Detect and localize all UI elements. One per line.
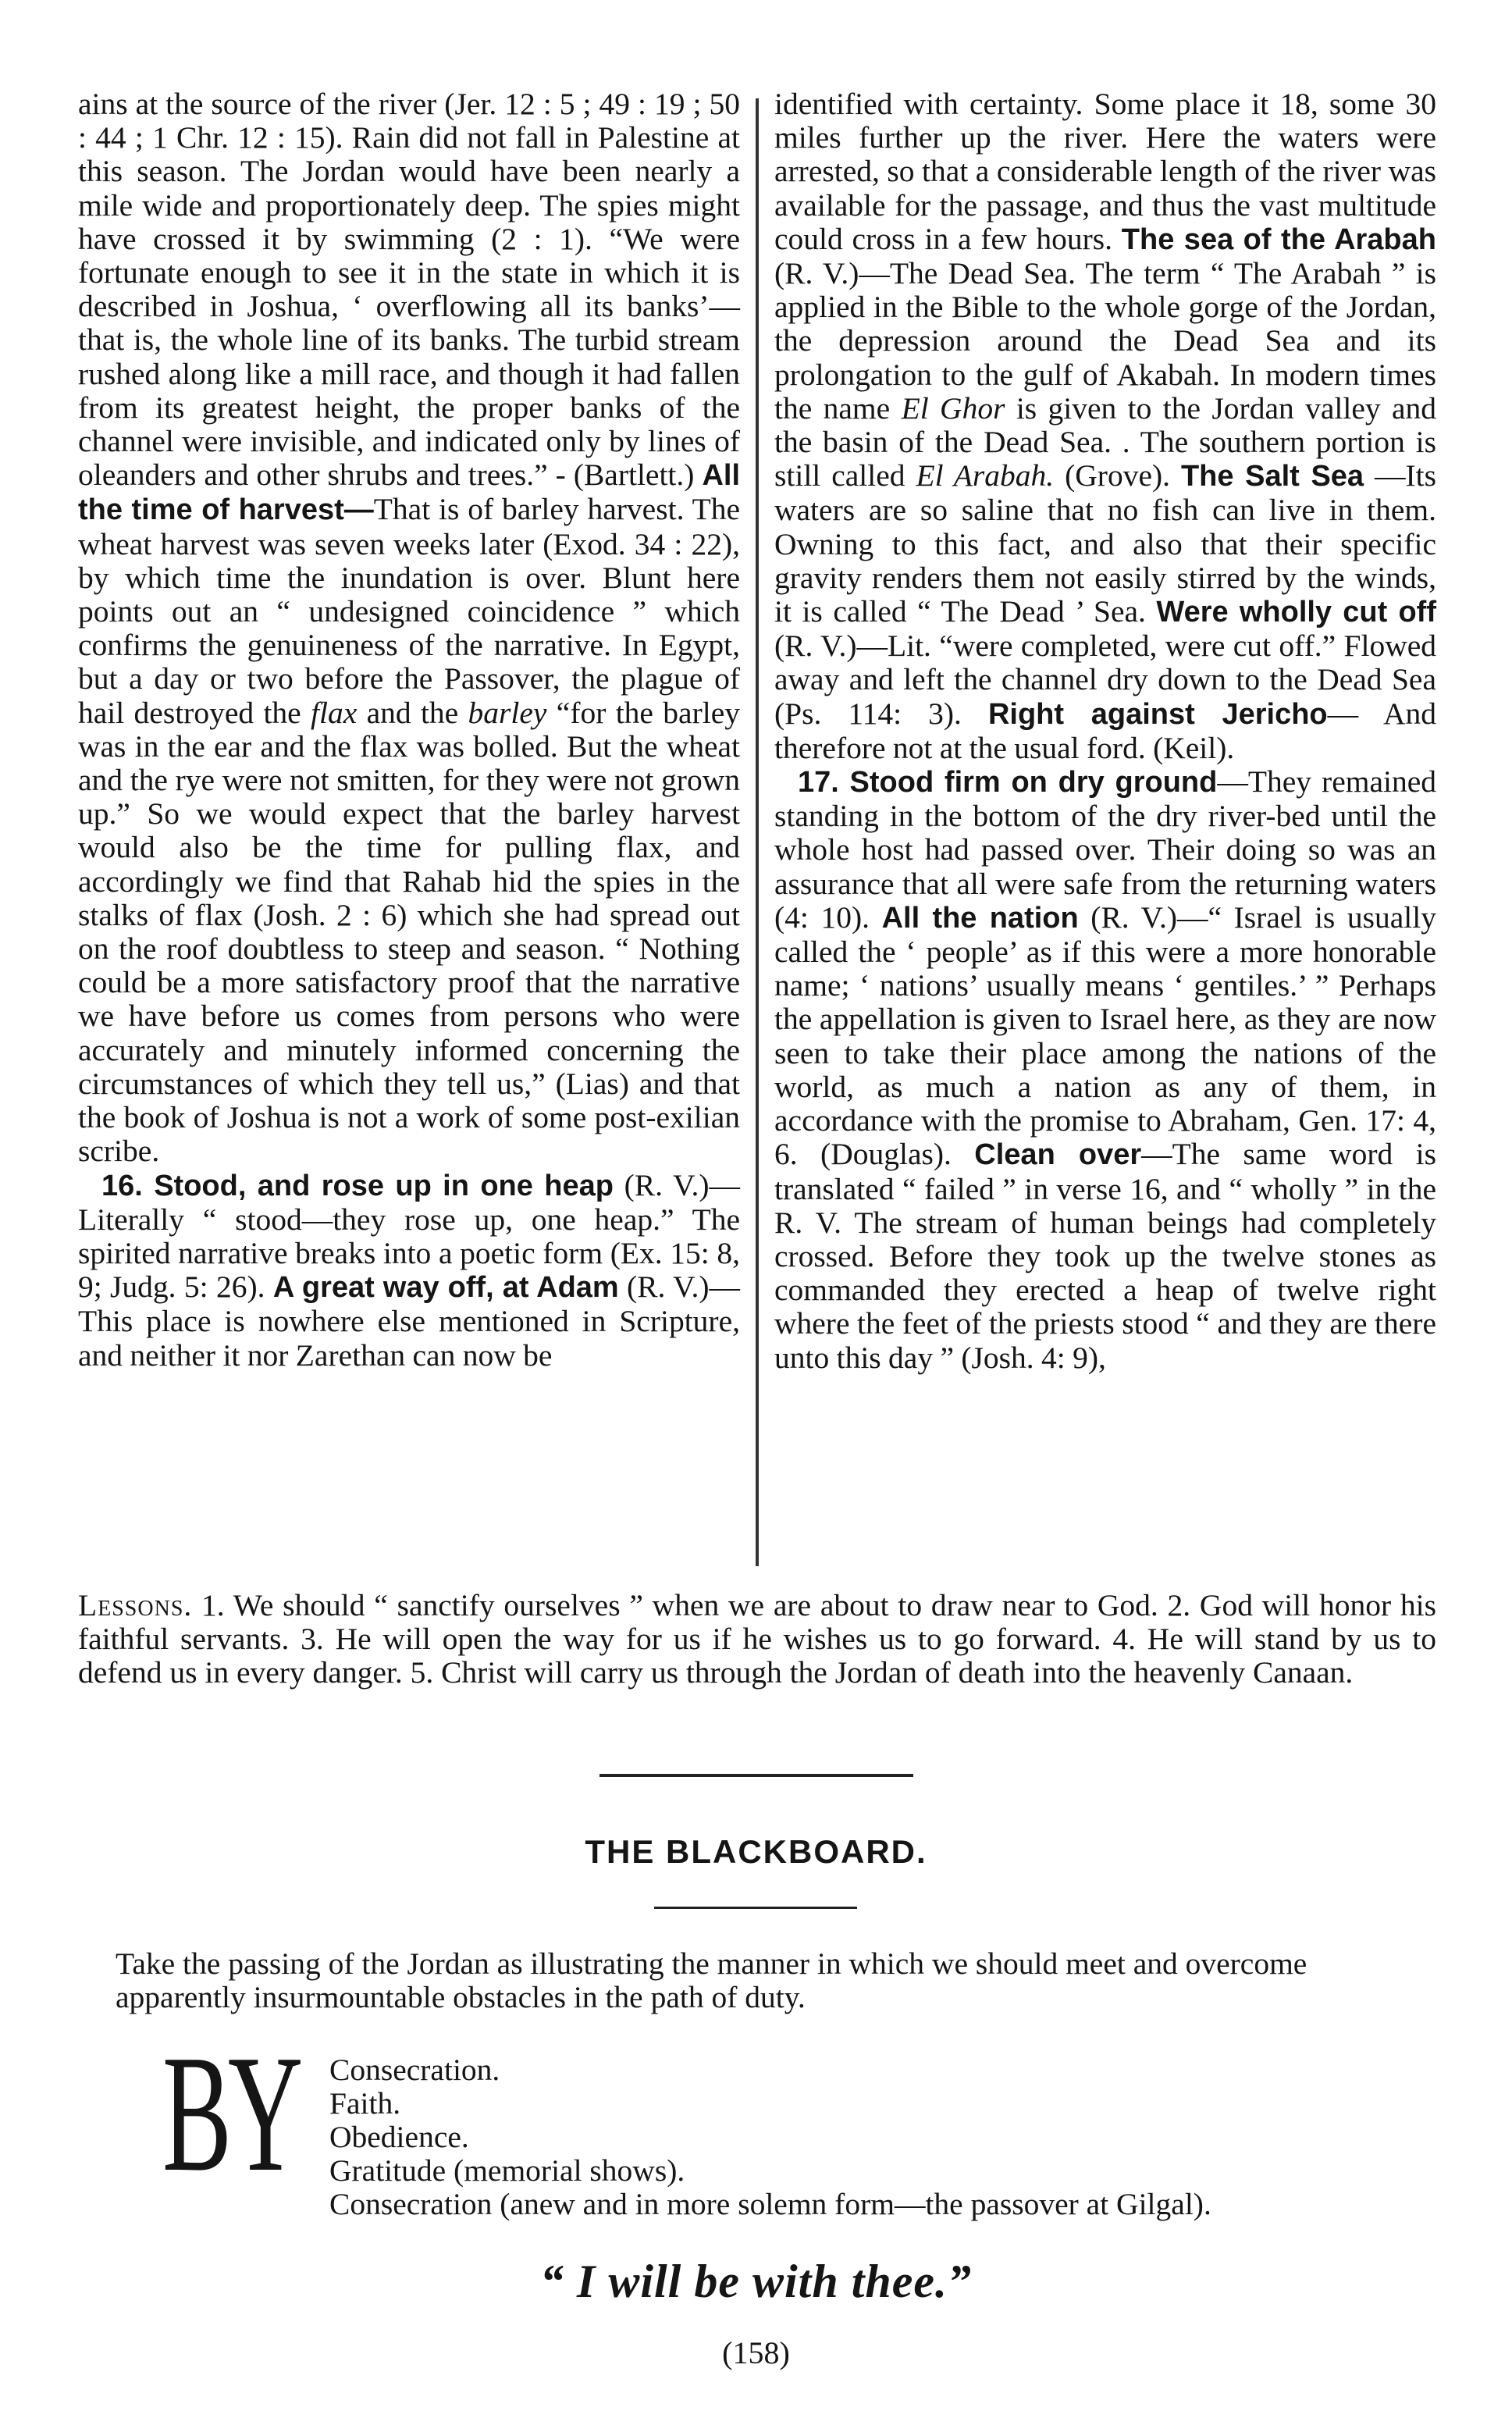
list-item: Consecration. — [329, 2053, 500, 2087]
two-column-body — [78, 87, 1436, 1563]
heading-sea-of-arabah: The sea of the Arabah — [1121, 223, 1436, 256]
heading-wholly-cut-off: Were wholly cut off — [1156, 596, 1436, 629]
text-run: (R. V.)—Literally “ stood—they rose up, one heap.” The spirited narrative breaks into a poetic form (Ex. 15: 8, 9; Judg. 5: 26). — [78, 1167, 740, 1305]
blackboard-list — [329, 2053, 1211, 2221]
text-run: (R. V.)—“ Israel is usually called the ‘ people’ as if this were a more honorable name; ‘ nations’ usually means ‘ gentiles.’ ” Perhaps the appellation is given to Israel here, as they are now seen to take their place among the nations of the world, as much a nation as any of them, in accordance with the promise to Abraham, Gen. 17: 4, 6. (Douglas). — [774, 899, 1436, 1172]
lessons-paragraph — [78, 1589, 1436, 1690]
right-paragraph-1 — [774, 87, 1436, 765]
italic-flax: flax — [311, 695, 358, 730]
list-item: Consecration (anew and in more solemn form—the passover at Gilgal). — [329, 2187, 1211, 2221]
heading-salt-sea: The Salt Sea — [1180, 460, 1364, 493]
text-run: and the — [357, 695, 468, 730]
text-run: ains at the source of the river (Jer. 12 : 5 ; 49 : 19 ; 50 : 44 ; 1 Chr. 12 : 15). Rain did not fall in Palestine at this season. The Jordan would have been nearly a mile wide and proportionately deep. The spies might have crossed it by swimming (2 : 1). “We were fortunate enough to see it in the state in which it is described in Joshua, ‘ overflowing all its banks’—that is, the whole line of its banks. The turbid stream rushed along like a mill race, and though it had fallen from its greatest height, the proper banks of the channel were invisible, and indicated only by lines of oleanders and other shrubs and trees.” - (Bartlett.) — [78, 87, 740, 493]
blackboard-intro: Take the passing of the Jordan as illustrating the manner in which we should meet and overcome apparently insurmountable obstacles in the path of duty. — [116, 1946, 1307, 2014]
text-run: identified with certainty. Some place it 18, some 30 miles further up the river. Here the waters were arrested, so that a considerable length of the river was available for the passage, and thus the vast multitude could cross in a few hours. — [774, 87, 1436, 256]
text-run: (R. V.)—This place is nowhere else mentioned in Scripture, and neither it nor Zarethan can now be — [78, 1270, 740, 1373]
lessons-label: Lessons. — [78, 1588, 193, 1622]
section-divider-rule — [599, 1774, 913, 1777]
heading-clean-over: Clean over — [974, 1138, 1142, 1172]
text-run: “for the barley was in the ear and the flax was bolled. But the wheat and the rye were not smitten, for they were not grown up.” So we would expect that the barley harvest would also be the time for pulling flax, and accordingly we find that Rahab hid the spies in the stalks of flax (Josh. 2 : 6) which she had spread out on the roof doubtless to steep and season. “ Nothing could be a more satisfactory proof that the narrative we have before us comes from persons who were accurately and minutely informed concerning the circumstances of which they tell us,” (Lias) and that the book of Joshua is not a work of some post-exilian scribe. — [78, 695, 740, 1169]
text-run: —Its waters are so saline that no fish can live in them. Owning to this fact, and also that their specific gravity renders them not easily stirred by the winds, it is called “ The Dead ’ Sea. — [774, 458, 1437, 629]
text-run: (Grove). — [1054, 458, 1181, 493]
heading-right-against-jericho: Right against Jericho — [987, 697, 1328, 731]
left-paragraph-2 — [78, 1169, 740, 1373]
page-number: (158) — [722, 2335, 790, 2370]
left-paragraph-1 — [78, 87, 740, 1169]
list-item: Faith. — [329, 2086, 401, 2121]
text-run: — And therefore not at the usual ford. (Keil). — [774, 696, 1436, 765]
heading-time-of-harvest: All the time of harvest— — [78, 459, 740, 527]
by-large-letters: BY — [162, 2020, 300, 2206]
right-paragraph-2 — [774, 765, 1436, 1375]
heading-verse-16: 16. Stood, and rose up in one heap — [101, 1169, 614, 1202]
italic-barley: barley — [468, 695, 547, 730]
motto: “ I will be with thee.” — [539, 2256, 973, 2307]
lessons-text: 1. We should “ sanctify ourselves ” when we are about to draw near to God. 2. God will honor his faithful servants. 3. He will open the way for us if he wishes us to go forward. 4. He will stand by us to defend us in every danger. 5. Christ will carry us through the Jordan of death into the heavenly Canaan. — [78, 1588, 1436, 1690]
text-run: That is of barley harvest. The wheat harvest was seven weeks later (Exod. 34 : 22), by which time the inundation is over. Blunt here points out an “ undesigned coincidence ” which confirms the genuineness of the narrative. In Egypt, but a day or two before the Passover, the plague of hail destroyed the — [78, 492, 740, 730]
heading-all-the-nation: All the nation — [881, 901, 1079, 935]
text-run: —They remained standing in the bottom of the dry river-bed until the whole host had passed over. Their doing so was an assurance that all were safe from the returning waters (4: 10). — [774, 764, 1436, 935]
list-item: Obedience. — [329, 2120, 469, 2154]
text-run: —The same word is translated “ failed ” in verse 16, and “ wholly ” in the R. V. The stream of human beings had completely crossed. Before they took up the twelve stones as commanded they erected a heap of twelve right where the feet of the priests stood “ and they are there unto this day ” (Josh. 4: 9), — [774, 1137, 1436, 1375]
italic-el-ghor: El Ghor — [901, 390, 1005, 426]
text-run: is given to the Jordan valley and the basin of the Dead Sea. . The southern portion is still called — [774, 390, 1437, 493]
italic-el-arabah: El Arabah. — [916, 458, 1055, 493]
list-item: Gratitude (memorial shows). — [329, 2153, 685, 2188]
heading-verse-17: 17. Stood firm on dry ground — [798, 766, 1218, 799]
right-column — [759, 87, 1436, 1563]
title-underline-rule — [654, 1907, 857, 1909]
text-run: (R. V.)—Lit. “were completed, were cut off.” Flowed away and left the channel dry down to the Dead Sea (Ps. 114: 3). — [774, 629, 1436, 731]
text-run: (R. V.)—The Dead Sea. The term “ The Arabah ” is applied in the Bible to the whole gorge of the Jordan, the depression around the Dead Sea and its prolongation to the gulf of Akabah. In modern times the name — [774, 256, 1436, 426]
blackboard-title: THE BLACKBOARD. — [585, 1833, 927, 1870]
left-column — [78, 87, 756, 1563]
heading-great-way-off: A great way off, at Adam — [272, 1271, 619, 1305]
